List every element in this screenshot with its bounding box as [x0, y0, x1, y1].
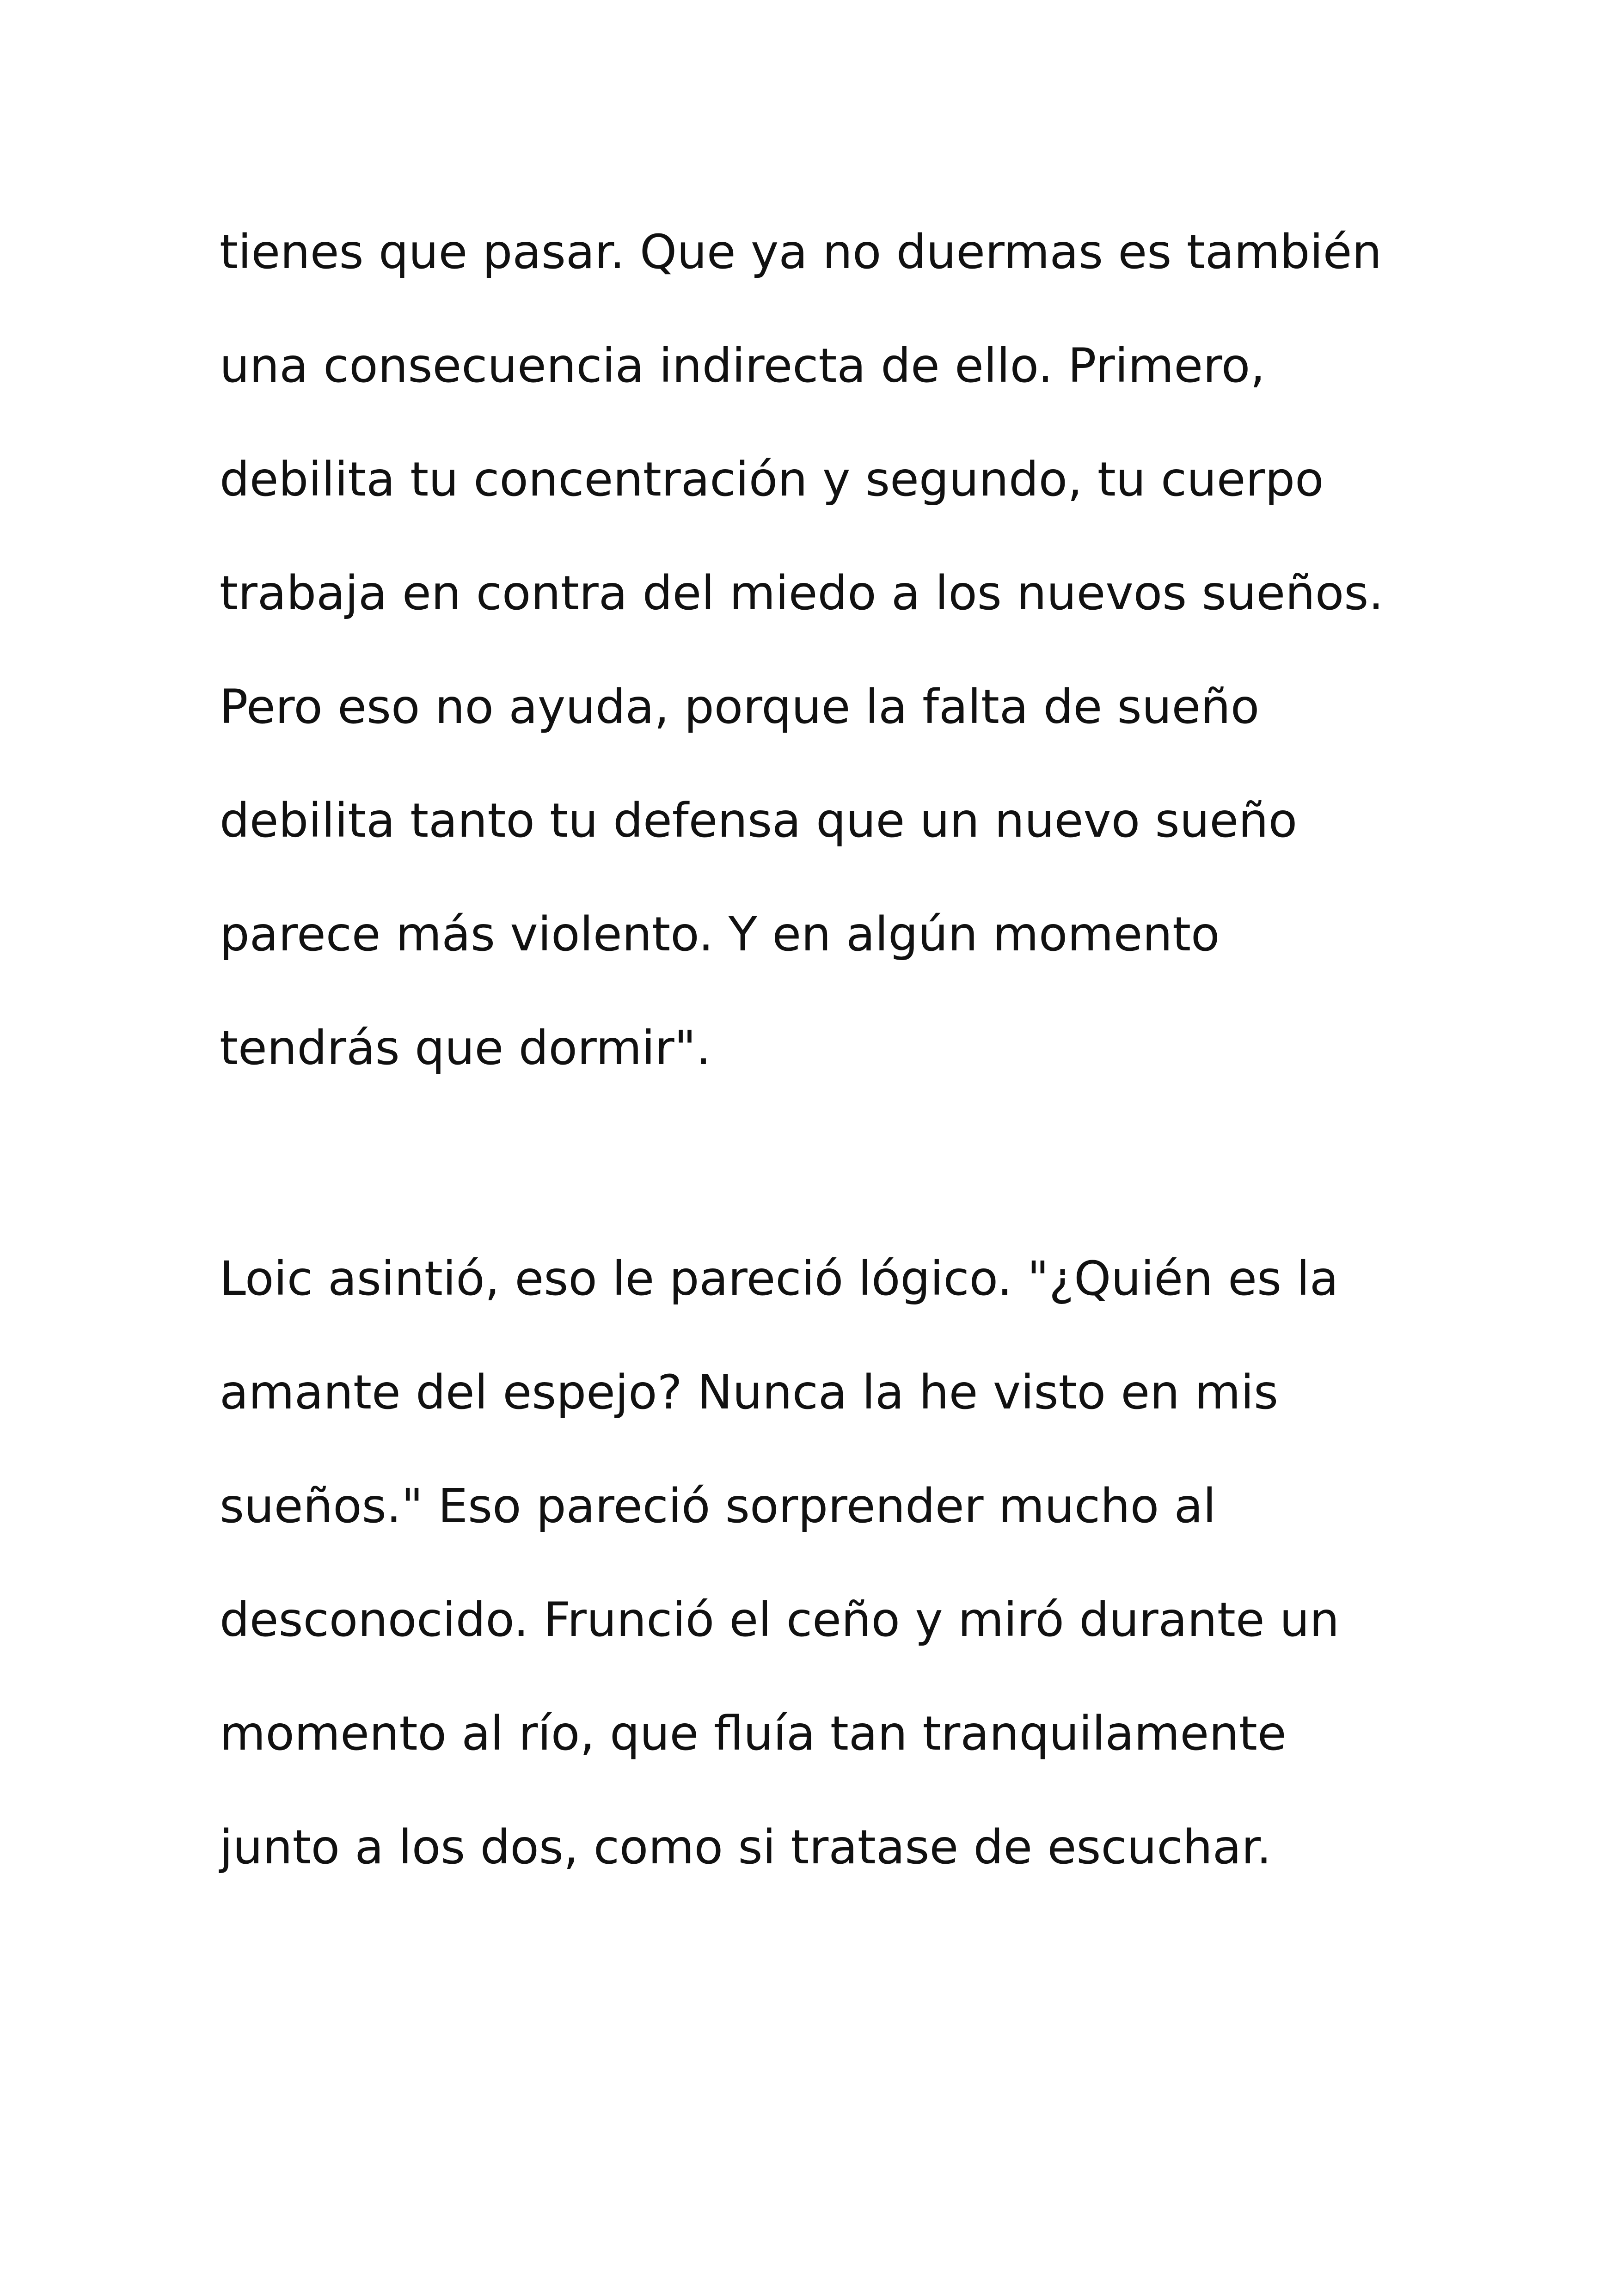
text-line: sueños." Eso pareció sorprender mucho al — [220, 1479, 1216, 1534]
text-line: tienes que pasar. Que ya no duermas es también — [220, 225, 1382, 280]
text-line: amante del espejo? Nunca la he visto en mis — [220, 1365, 1279, 1420]
paragraph — [220, 196, 1468, 1105]
paragraph — [220, 1222, 1468, 1904]
text-line: tendrás que dormir". — [220, 1021, 711, 1076]
text-line: desconocido. Frunció el ceño y miró durante un — [220, 1592, 1340, 1647]
text-line: Loic asintió, eso le pareció lógico. "¿Quién es la — [220, 1251, 1339, 1306]
text-line: una consecuencia indirecta de ello. Primero, — [220, 338, 1265, 393]
text-line: Pero eso no ayuda, porque la falta de sueño — [220, 680, 1260, 735]
text-line: parece más violento. Y en algún momento — [220, 907, 1220, 962]
text-line: debilita tanto tu defensa que un nuevo sueño — [220, 793, 1298, 848]
text-line: trabaja en contra del miedo a los nuevos sueños. — [220, 566, 1384, 621]
text-line: momento al río, que fluía tan tranquilamente — [220, 1706, 1287, 1761]
text-line: junto a los dos, como si tratase de escuchar. — [220, 1820, 1272, 1875]
text-line: debilita tu concentración y segundo, tu cuerpo — [220, 452, 1324, 507]
